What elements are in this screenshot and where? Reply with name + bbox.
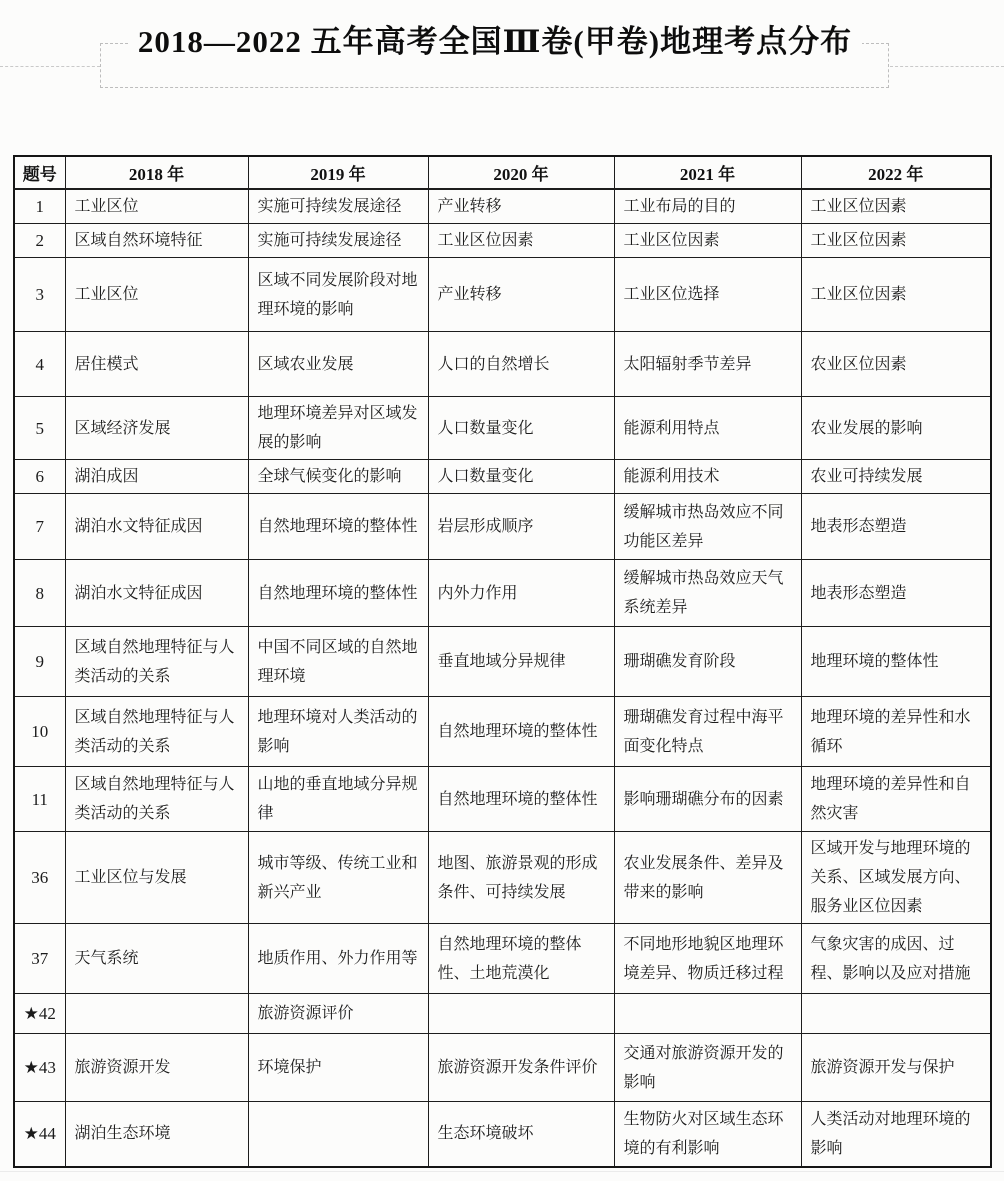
topic-cell: 工业区位因素	[801, 189, 991, 224]
topic-cell: 自然地理环境的整体性	[428, 697, 614, 767]
question-number-cell: ★44	[14, 1102, 65, 1167]
question-number-cell: 37	[14, 924, 65, 994]
topic-cell: 珊瑚礁发育过程中海平面变化特点	[614, 697, 801, 767]
topic-cell: 产业转移	[428, 189, 614, 224]
topic-cell: 农业发展条件、差异及带来的影响	[614, 832, 801, 924]
topic-cell: 岩层形成顺序	[428, 494, 614, 560]
topic-cell: 湖泊水文特征成因	[65, 494, 248, 560]
topic-cell: 自然地理环境的整体性、土地荒漠化	[428, 924, 614, 994]
table-row	[14, 832, 991, 924]
title-banner	[90, 22, 900, 62]
question-number-cell: 36	[14, 832, 65, 924]
table-row	[14, 258, 991, 332]
topic-cell: 湖泊水文特征成因	[65, 560, 248, 627]
page-title: 2018—2022 五年高考全国Ⅲ卷(甲卷)地理考点分布	[128, 22, 862, 62]
question-number-cell: ★42	[14, 994, 65, 1034]
topic-cell: 中国不同区域的自然地理环境	[248, 627, 428, 697]
topic-cell: 湖泊成因	[65, 460, 248, 494]
topic-cell: 人口的自然增长	[428, 332, 614, 397]
topic-cell: 旅游资源评价	[248, 994, 428, 1034]
question-number-cell: 1	[14, 189, 65, 224]
table-row	[14, 1034, 991, 1102]
table-row	[14, 397, 991, 460]
topic-cell: 农业区位因素	[801, 332, 991, 397]
question-number-cell: 10	[14, 697, 65, 767]
year-header: 2022 年	[801, 156, 991, 189]
topic-cell: 湖泊生态环境	[65, 1102, 248, 1167]
table-body	[14, 189, 991, 1167]
topic-cell: 区域经济发展	[65, 397, 248, 460]
table-row	[14, 460, 991, 494]
topic-cell: 气象灾害的成因、过程、影响以及应对措施	[801, 924, 991, 994]
topic-cell: 工业区位	[65, 258, 248, 332]
question-number-cell: ★43	[14, 1034, 65, 1102]
question-number-cell: 3	[14, 258, 65, 332]
table-row	[14, 560, 991, 627]
topic-cell: 区域自然环境特征	[65, 224, 248, 258]
table-row	[14, 189, 991, 224]
year-header: 2020 年	[428, 156, 614, 189]
table-row	[14, 924, 991, 994]
topic-cell: 区域自然地理特征与人类活动的关系	[65, 767, 248, 832]
topic-cell: 农业发展的影响	[801, 397, 991, 460]
topic-cell: 地理环境对人类活动的影响	[248, 697, 428, 767]
question-number-cell: 2	[14, 224, 65, 258]
table-row	[14, 627, 991, 697]
year-header: 2021 年	[614, 156, 801, 189]
table-row	[14, 1102, 991, 1167]
topic-cell: 工业区位因素	[428, 224, 614, 258]
table-row	[14, 332, 991, 397]
topic-cell: 工业区位因素	[801, 224, 991, 258]
topic-cell: 居住模式	[65, 332, 248, 397]
topic-cell: 工业区位与发展	[65, 832, 248, 924]
topic-cell: 实施可持续发展途径	[248, 224, 428, 258]
topic-cell: 能源利用技术	[614, 460, 801, 494]
table-row	[14, 767, 991, 832]
topic-cell: 地理环境的差异性和自然灾害	[801, 767, 991, 832]
topic-cell: 全球气候变化的影响	[248, 460, 428, 494]
topic-cell: 自然地理环境的整体性	[428, 767, 614, 832]
header-row	[14, 156, 991, 189]
topic-cell: 区域自然地理特征与人类活动的关系	[65, 627, 248, 697]
topic-cell: 山地的垂直地域分异规律	[248, 767, 428, 832]
table-row	[14, 494, 991, 560]
topic-cell: 内外力作用	[428, 560, 614, 627]
topic-cell: 自然地理环境的整体性	[248, 560, 428, 627]
table-row	[14, 224, 991, 258]
topic-cell: 工业区位因素	[614, 224, 801, 258]
topic-cell: 旅游资源开发与保护	[801, 1034, 991, 1102]
topic-cell: 自然地理环境的整体性	[248, 494, 428, 560]
question-number-cell: 9	[14, 627, 65, 697]
topic-cell: 生物防火对区域生态环境的有利影响	[614, 1102, 801, 1167]
topic-cell	[801, 994, 991, 1034]
topic-cell: 地图、旅游景观的形成条件、可持续发展	[428, 832, 614, 924]
question-number-cell: 11	[14, 767, 65, 832]
year-header: 2019 年	[248, 156, 428, 189]
topic-cell: 工业布局的目的	[614, 189, 801, 224]
topic-cell: 缓解城市热岛效应天气系统差异	[614, 560, 801, 627]
question-number-cell: 5	[14, 397, 65, 460]
topic-cell: 垂直地域分异规律	[428, 627, 614, 697]
topic-cell	[614, 994, 801, 1034]
topic-cell: 影响珊瑚礁分布的因素	[614, 767, 801, 832]
topic-cell: 工业区位因素	[801, 258, 991, 332]
question-number-header: 题号	[14, 156, 65, 189]
topic-cell	[65, 994, 248, 1034]
topic-cell: 地质作用、外力作用等	[248, 924, 428, 994]
topic-cell: 地理环境差异对区域发展的影响	[248, 397, 428, 460]
topic-cell: 不同地形地貌区地理环境差异、物质迁移过程	[614, 924, 801, 994]
table-row	[14, 697, 991, 767]
topic-cell: 交通对旅游资源开发的影响	[614, 1034, 801, 1102]
topic-cell: 人口数量变化	[428, 397, 614, 460]
topic-cell: 城市等级、传统工业和新兴产业	[248, 832, 428, 924]
topic-cell: 人类活动对地理环境的影响	[801, 1102, 991, 1167]
topic-cell: 农业可持续发展	[801, 460, 991, 494]
topic-cell: 工业区位	[65, 189, 248, 224]
topic-cell: 地理环境的差异性和水循环	[801, 697, 991, 767]
question-number-cell: 4	[14, 332, 65, 397]
exam-point-distribution-table	[13, 155, 992, 1168]
topic-cell: 区域农业发展	[248, 332, 428, 397]
topic-cell: 珊瑚礁发育阶段	[614, 627, 801, 697]
topic-cell: 实施可持续发展途径	[248, 189, 428, 224]
topic-cell	[428, 994, 614, 1034]
topic-cell: 地表形态塑造	[801, 560, 991, 627]
topic-cell: 太阳辐射季节差异	[614, 332, 801, 397]
topic-cell: 产业转移	[428, 258, 614, 332]
topic-cell: 区域自然地理特征与人类活动的关系	[65, 697, 248, 767]
topic-cell: 地理环境的整体性	[801, 627, 991, 697]
topic-cell: 区域开发与地理环境的关系、区域发展方向、服务业区位因素	[801, 832, 991, 924]
topic-cell: 区域不同发展阶段对地理环境的影响	[248, 258, 428, 332]
topic-cell	[248, 1102, 428, 1167]
year-header: 2018 年	[65, 156, 248, 189]
topic-cell: 地表形态塑造	[801, 494, 991, 560]
question-number-cell: 8	[14, 560, 65, 627]
topic-cell: 天气系统	[65, 924, 248, 994]
topic-cell: 工业区位选择	[614, 258, 801, 332]
topic-cell: 旅游资源开发	[65, 1034, 248, 1102]
topic-cell: 能源利用特点	[614, 397, 801, 460]
question-number-cell: 6	[14, 460, 65, 494]
right-connector-line	[890, 66, 1004, 67]
question-number-cell: 7	[14, 494, 65, 560]
left-connector-line	[0, 66, 100, 67]
topic-cell: 生态环境破坏	[428, 1102, 614, 1167]
page-edge-line	[0, 1171, 1004, 1172]
topic-cell: 人口数量变化	[428, 460, 614, 494]
table-row	[14, 994, 991, 1034]
topic-cell: 旅游资源开发条件评价	[428, 1034, 614, 1102]
topic-cell: 缓解城市热岛效应不同功能区差异	[614, 494, 801, 560]
topic-cell: 环境保护	[248, 1034, 428, 1102]
